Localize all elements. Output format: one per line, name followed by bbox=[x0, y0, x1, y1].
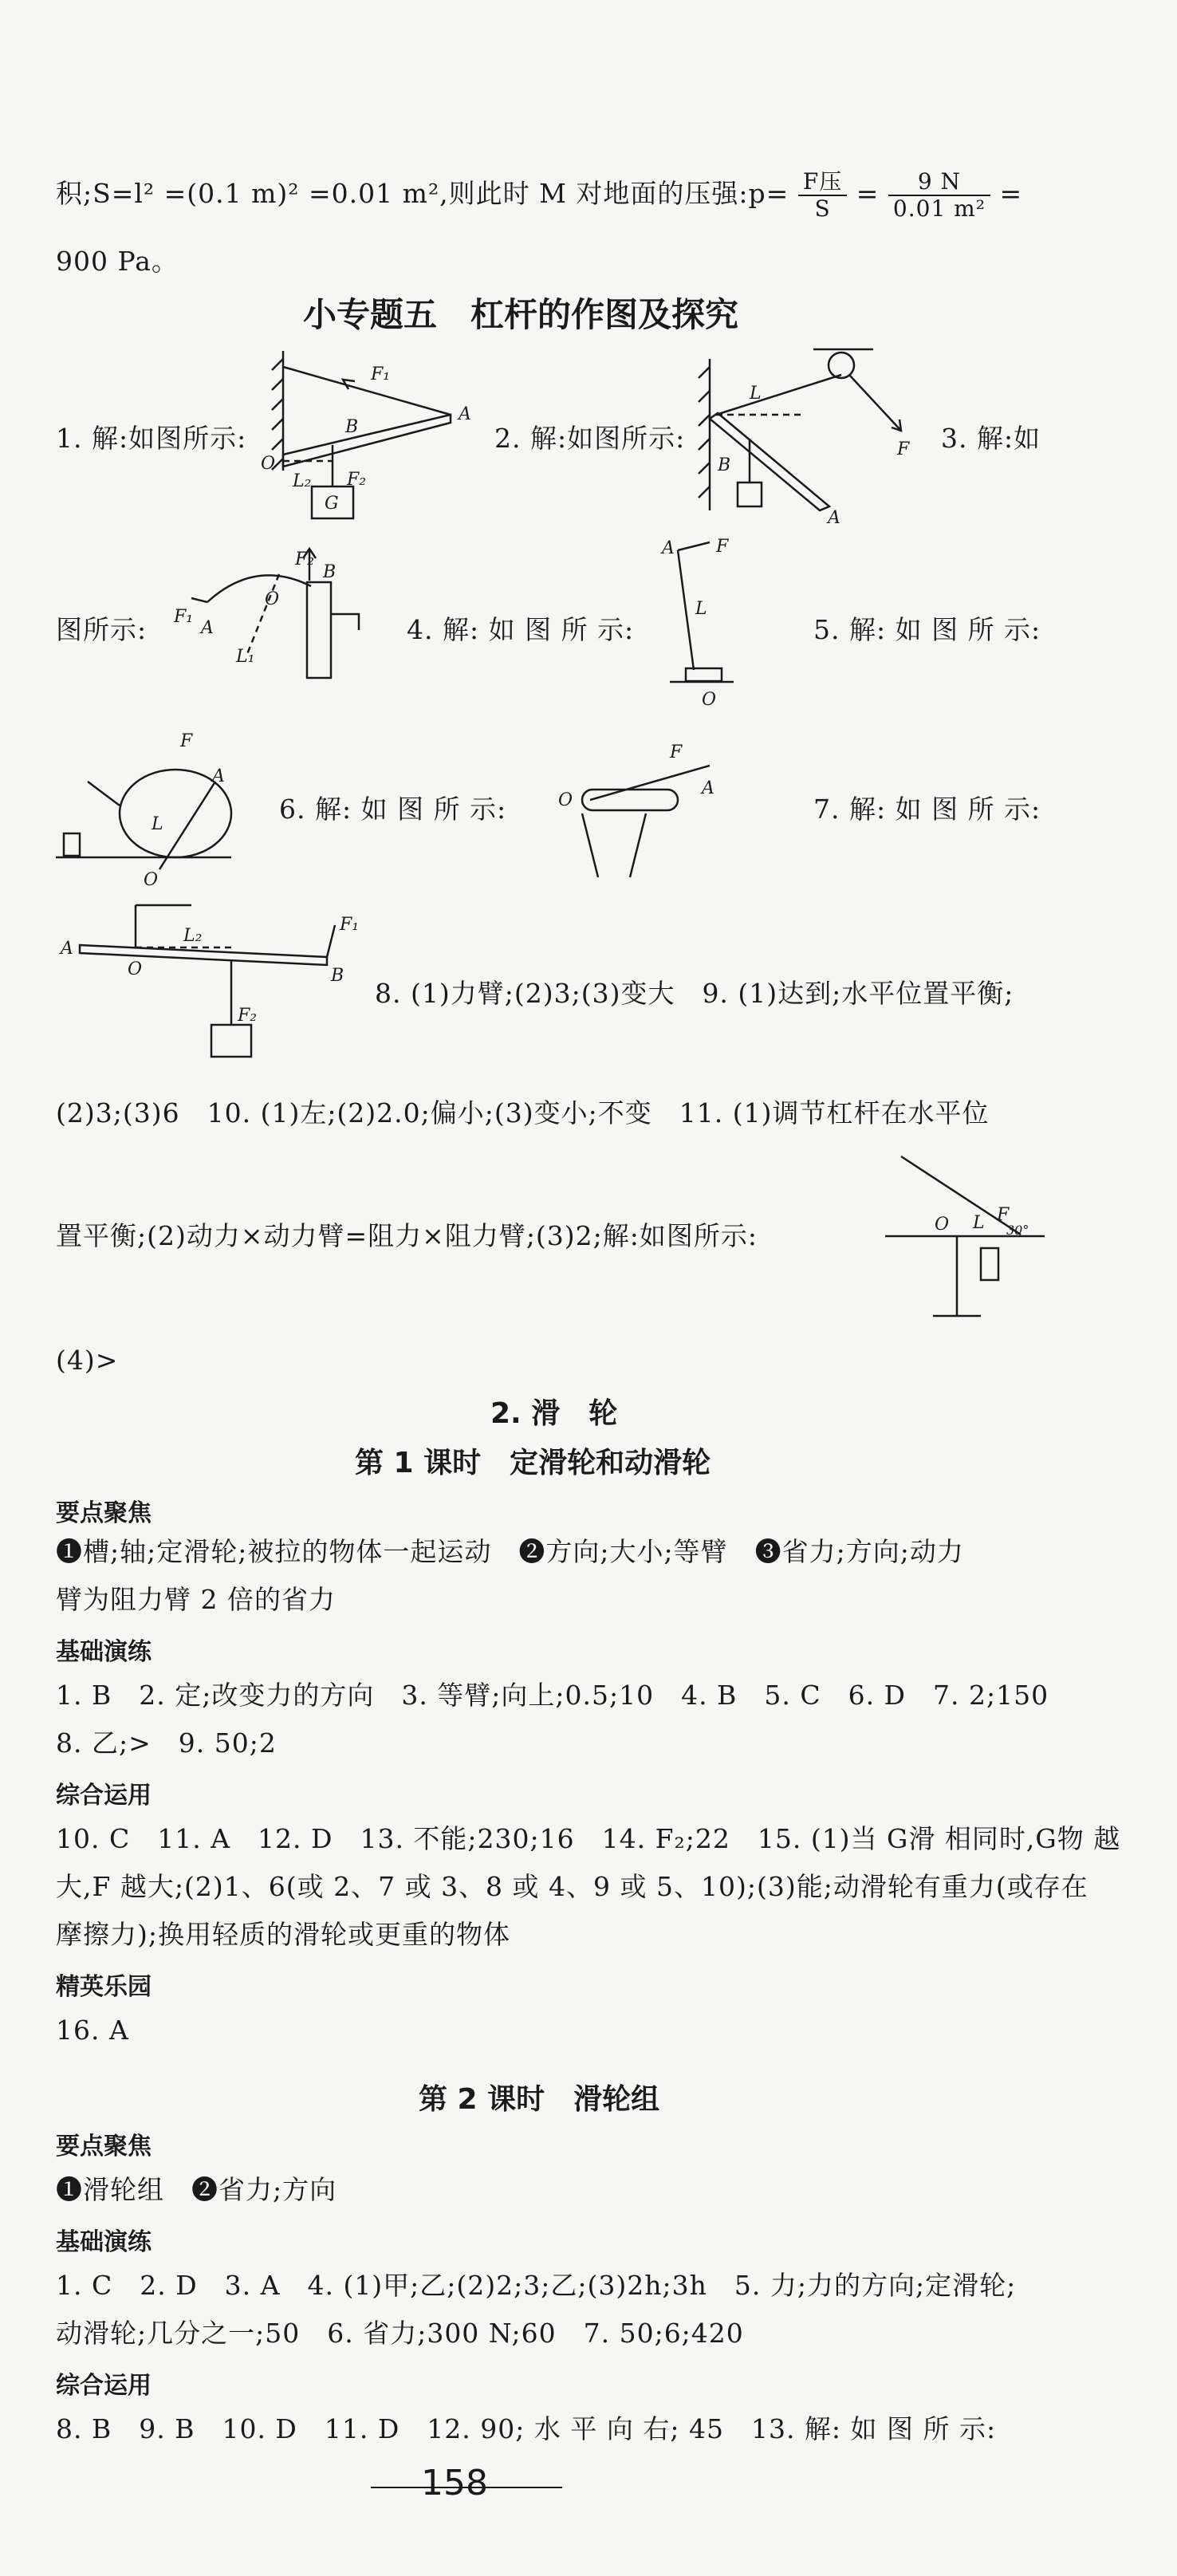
pump-handle bbox=[207, 575, 311, 602]
label-a: A bbox=[212, 766, 225, 786]
question-7: 7. 解: 如 图 所 示: bbox=[813, 794, 1041, 825]
label-l: L bbox=[152, 814, 163, 834]
label-f: F bbox=[670, 742, 683, 762]
text-line: 臂为阻力臂 2 倍的省力 bbox=[56, 1584, 336, 1615]
question-6: 6. 解: 如 图 所 示: bbox=[279, 794, 507, 825]
lesson-2-title: 第 2 课时 滑轮组 bbox=[419, 2083, 660, 2116]
text-line bbox=[56, 169, 1022, 222]
label-angle: 30° bbox=[1006, 1223, 1029, 1238]
label-b: B bbox=[323, 562, 337, 582]
question-4: 4. 解: 如 图 所 示: bbox=[407, 614, 635, 645]
label-o: O bbox=[702, 690, 717, 710]
text-line: 摩擦力);换用轻质的滑轮或更重的物体 bbox=[56, 1919, 510, 1950]
pump-body bbox=[307, 582, 331, 678]
figure-5-teapot bbox=[56, 726, 247, 893]
arm-l1-line bbox=[247, 574, 279, 654]
text-line: 1. C 2. D 3. A 4. (1)甲;乙;(2)2;3;乙;(3)2h;3h 5. 力;力的方向;定滑轮; bbox=[56, 2270, 1017, 2301]
heading-elite: 精英乐园 bbox=[56, 1973, 152, 2001]
label-o: O bbox=[265, 589, 280, 609]
page-number: 158 bbox=[421, 2463, 488, 2503]
text-line: ❶滑轮组 ❷省力;方向 bbox=[56, 2174, 337, 2205]
fraction-denominator: 0.01 m² bbox=[892, 195, 986, 222]
figure-7-lever bbox=[56, 901, 360, 1077]
label-o: O bbox=[935, 1215, 950, 1235]
question-2: 2. 解:如图所示: bbox=[494, 423, 686, 454]
equals-sign: = bbox=[999, 178, 1023, 209]
force-f-line bbox=[678, 542, 710, 550]
question-11-part4: (4)> bbox=[56, 1345, 119, 1376]
stand-leg bbox=[582, 813, 598, 877]
label-a: A bbox=[201, 618, 214, 638]
figure-11-lever bbox=[877, 1140, 1053, 1324]
weights bbox=[981, 1248, 998, 1280]
teapot-spout bbox=[88, 782, 120, 805]
text-line: 大,F 越大;(2)1、6(或 2、7 或 3、8 或 4、9 或 5、10);(3)能;动滑轮有重力(或存在 bbox=[56, 1871, 1088, 1902]
heading-basic: 基础演练 bbox=[56, 1638, 152, 1666]
label-f: F bbox=[716, 537, 729, 557]
label-f2: F₂ bbox=[347, 470, 367, 490]
cup bbox=[64, 833, 80, 856]
lesson-1-title: 第 1 课时 定滑轮和动滑轮 bbox=[355, 1447, 711, 1479]
label-a: A bbox=[828, 508, 840, 528]
label-f2: F₂ bbox=[295, 549, 315, 569]
weight bbox=[738, 483, 762, 506]
questions-8-9: 8. (1)力臂;(2)3;(3)变大 9. (1)达到;水平位置平衡; bbox=[375, 978, 1014, 1009]
text-line: 16. A bbox=[56, 2015, 129, 2046]
force-line bbox=[590, 766, 710, 800]
label-f: F bbox=[897, 439, 910, 459]
label-l: L bbox=[750, 384, 762, 404]
wall-hatch bbox=[699, 367, 710, 498]
figure-2-lever bbox=[694, 343, 917, 526]
label-f: F bbox=[997, 1205, 1010, 1225]
label-f1: F₁ bbox=[371, 364, 391, 384]
footer-rule-right bbox=[506, 2487, 546, 2488]
label-l2: L₂ bbox=[293, 471, 312, 491]
questions-9-11: (2)3;(3)6 10. (1)左;(2)2.0;偏小;(3)变小;不变 11. (1)调节杠杆在水平位 bbox=[56, 1097, 990, 1128]
force-f-line bbox=[849, 375, 901, 431]
question-11-cont: 置平衡;(2)动力×动力臂=阻力×阻力臂;(3)2;解:如图所示: bbox=[56, 1220, 758, 1251]
label-g: G bbox=[325, 494, 339, 514]
label-o: O bbox=[558, 790, 573, 810]
figure-4-lever bbox=[654, 534, 750, 710]
label-f1: F₁ bbox=[174, 607, 194, 627]
figure-3-pump bbox=[159, 542, 375, 702]
label-a: A bbox=[61, 939, 73, 959]
question-3-cont: 图所示: bbox=[56, 614, 148, 645]
force-f1-line bbox=[327, 925, 335, 957]
base-block bbox=[686, 668, 722, 681]
fraction-pressure bbox=[798, 169, 847, 222]
force-f1-line bbox=[191, 598, 207, 602]
heading-key-points: 要点聚焦 bbox=[56, 1499, 152, 1527]
heading-apply: 综合运用 bbox=[56, 2372, 152, 2400]
label-o: O bbox=[144, 870, 159, 890]
fraction-values bbox=[888, 169, 990, 222]
fraction-numerator: F压 bbox=[798, 169, 847, 196]
text-line: 900 Pa。 bbox=[56, 246, 179, 277]
text-line: 10. C 11. A 12. D 13. 不能;230;16 14. F₂;22 15. (1)当 G滑 相同时,G物 越 bbox=[56, 1823, 1121, 1854]
label-l: L bbox=[695, 599, 707, 619]
label-a: A bbox=[459, 404, 471, 424]
label-f: F bbox=[180, 731, 193, 751]
pulley bbox=[829, 353, 854, 378]
rope-line bbox=[716, 375, 841, 415]
question-5: 5. 解: 如 图 所 示: bbox=[813, 614, 1041, 645]
section-title: 小专题五 杠杆的作图及探究 bbox=[303, 295, 739, 334]
fraction-denominator: S bbox=[814, 195, 831, 222]
lesson-title: 2. 滑 轮 bbox=[490, 1397, 618, 1430]
label-a: A bbox=[662, 538, 675, 558]
label-b: B bbox=[345, 417, 359, 437]
equals-sign: = bbox=[856, 178, 880, 209]
pump-spout bbox=[331, 614, 359, 630]
label-l: L bbox=[973, 1213, 985, 1233]
text-line: 1. B 2. 定;改变力的方向 3. 等臂;向上;0.5;10 4. B 5. C 6. D 7. 2;150 bbox=[56, 1680, 1049, 1711]
label-f1: F₁ bbox=[340, 915, 360, 935]
figure-1-lever bbox=[259, 351, 482, 526]
question-3: 3. 解:如 bbox=[941, 423, 1041, 454]
label-o: O bbox=[261, 454, 276, 474]
pressure-text: 积;S=l² =(0.1 m)² =0.01 m²,则此时 M 对地面的压强:p= bbox=[56, 178, 789, 209]
label-l2: L₂ bbox=[183, 926, 203, 946]
text-line: ❶槽;轴;定滑轮;被拉的物体一起运动 ❷方向;大小;等臂 ❸省力;方向;动力 bbox=[56, 1536, 964, 1567]
text-line: 动滑轮;几分之一;50 6. 省力;300 N;60 7. 50;6;420 bbox=[56, 2318, 744, 2349]
text-line: 8. 乙;> 9. 50;2 bbox=[56, 1727, 277, 1759]
force-f1-line bbox=[283, 367, 451, 415]
label-b: B bbox=[331, 966, 344, 986]
label-a: A bbox=[702, 778, 714, 798]
heading-apply: 综合运用 bbox=[56, 1782, 152, 1810]
label-f2: F₂ bbox=[238, 1006, 258, 1026]
weight bbox=[211, 1025, 251, 1057]
label-o: O bbox=[128, 959, 143, 979]
heading-basic: 基础演练 bbox=[56, 2228, 152, 2256]
pan-handle bbox=[582, 790, 678, 810]
text-line: 8. B 9. B 10. D 11. D 12. 90; 水 平 向 右; 45 13. 解: 如 图 所 示: bbox=[56, 2413, 997, 2444]
question-1: 1. 解:如图所示: bbox=[56, 423, 247, 454]
lever-rod bbox=[678, 550, 694, 670]
figure-6-pan bbox=[550, 726, 734, 893]
label-b: B bbox=[718, 455, 731, 475]
fraction-numerator: 9 N bbox=[888, 169, 990, 196]
label-l1: L₁ bbox=[236, 647, 255, 667]
stand-leg bbox=[630, 813, 646, 877]
heading-key-points: 要点聚焦 bbox=[56, 2133, 152, 2160]
lever-rod bbox=[283, 415, 451, 467]
